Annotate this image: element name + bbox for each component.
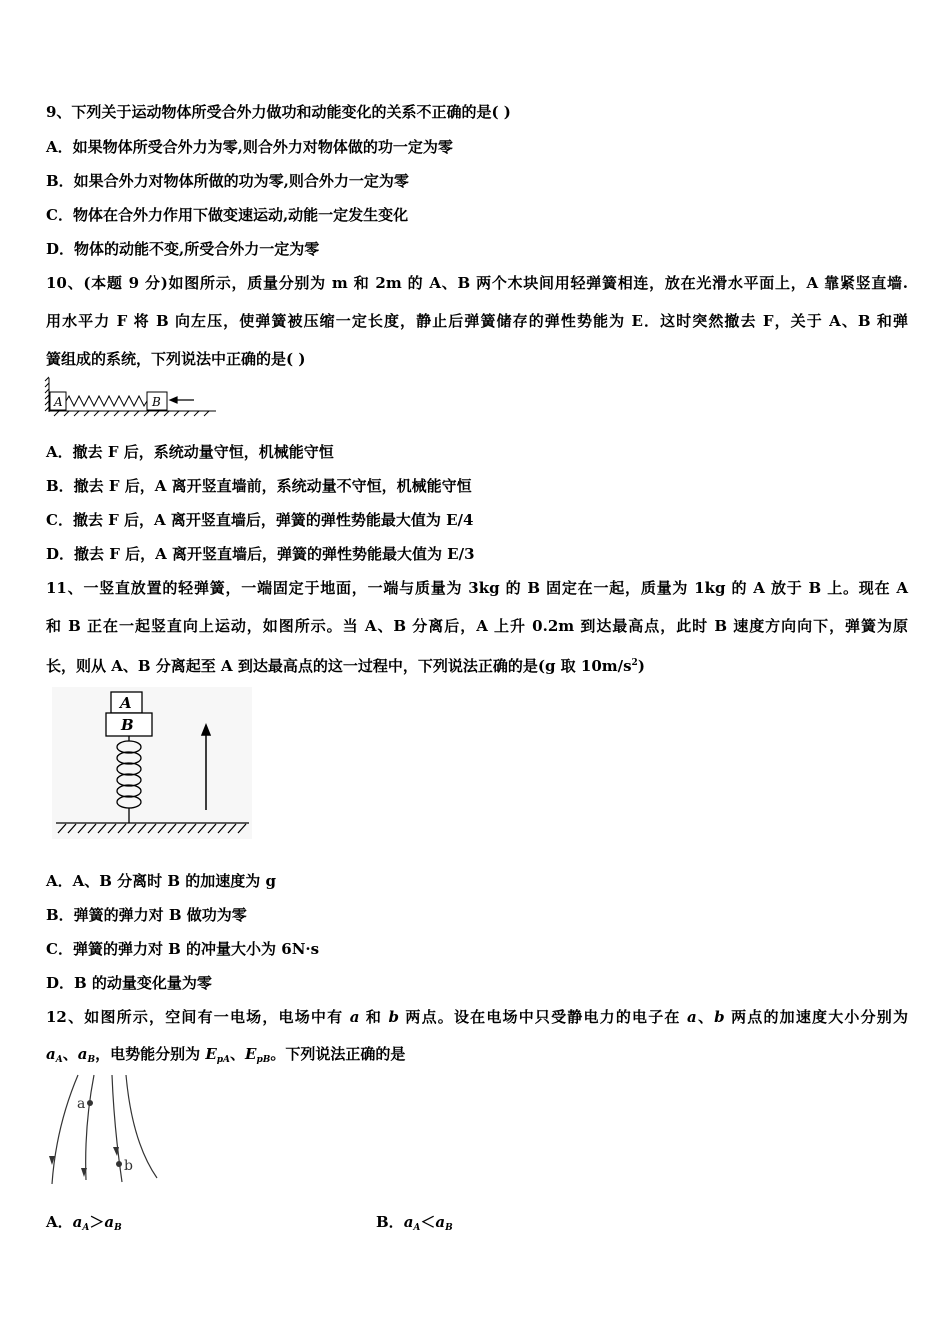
floor <box>49 411 216 416</box>
q11-stem-line-2: 和 B 正在一起竖直向上运动，如图所示。当 A、B 分离后，A 上升 0.2m 到达最高点，此时 B 速度方向向下，弹簧为原 <box>46 617 908 635</box>
q11-stem-line-3 <box>46 653 645 676</box>
q11-stem-exponent: 2 <box>631 658 638 668</box>
block-b-label: B <box>152 395 161 409</box>
q12-energy-a-sub: pA <box>216 1055 231 1065</box>
q12-option-b-rhs: a <box>435 1213 446 1231</box>
force-arrow <box>170 397 194 403</box>
q10-option-c: C．撤去 F 后，A 离开竖直墙后，弹簧的弹性势能最大值为 E/4 <box>46 511 474 529</box>
q12-option-a-rhs: a <box>104 1213 115 1231</box>
q12-option-b <box>376 1212 453 1238</box>
point-a-dot <box>87 1100 93 1106</box>
q9-stem: 9、下列关于运动物体所受合外力做功和动能变化的关系不正确的是( ) <box>46 103 511 121</box>
q11-option-c: C．弹簧的弹力对 B 的冲量大小为 6N·s <box>46 940 320 958</box>
q12-stem-seg-1: 12、如图所示，空间有一电场，电场中有 <box>46 1008 350 1026</box>
q12-option-b-prefix: B． <box>376 1213 404 1231</box>
q11-stem-text: 长，则从 A、B 分离起至 A 到达最高点的这一过程中，下列说法正确的是(g 取 10m/s <box>46 657 632 675</box>
q12-accel-b: a <box>77 1045 88 1063</box>
point-a-label: a <box>77 1096 86 1112</box>
q10-option-d: D．撤去 F 后，A 离开竖直墙后，弹簧的弹性势能最大值为 E/3 <box>46 545 475 563</box>
q12-option-a-lhs-sub: A <box>82 1223 90 1233</box>
q10-spring-block-figure <box>44 376 219 418</box>
q12-accel-a: a <box>46 1045 56 1063</box>
q9-option-c: C．物体在合外力作用下做变速运动,动能一定发生变化 <box>46 206 409 224</box>
block-a-label: A <box>120 694 132 712</box>
q12-option-a-lhs: a <box>72 1213 83 1231</box>
q10-option-a: A．撤去 F 后，系统动量守恒，机械能守恒 <box>46 443 334 461</box>
q12-option-a-op: ＞ <box>89 1213 105 1231</box>
q12-stem-line-1 <box>46 1007 908 1027</box>
q12-stem-seg-4: 、 <box>696 1008 715 1026</box>
q12-stem-seg-5: 两点的加速度大小分别为 <box>724 1008 908 1026</box>
q12-accel-b-sub: B <box>87 1055 96 1065</box>
q12-option-b-lhs-sub: A <box>413 1223 421 1233</box>
q12-option-a <box>46 1212 122 1238</box>
block-b-label: B <box>121 716 134 734</box>
q11-vertical-spring-figure <box>44 685 254 843</box>
figure-background <box>52 687 252 839</box>
q12-energy-b-sub: pB <box>256 1055 271 1065</box>
q12-energy-b: E <box>245 1045 257 1063</box>
q12-option-a-rhs-sub: B <box>114 1223 122 1233</box>
q12-stem-mid: ，电势能分别为 <box>95 1045 206 1063</box>
q11-option-d: D．B 的动量变化量为零 <box>46 974 212 992</box>
point-b-label: b <box>124 1158 133 1174</box>
q12-var-a: a <box>349 1008 360 1026</box>
q10-stem-line-3: 簧组成的系统，下列说法中正确的是( ) <box>46 350 306 368</box>
point-b-dot <box>116 1161 122 1167</box>
q12-stem-end: 。下列说法正确的是 <box>270 1045 406 1063</box>
field-arrows <box>49 1147 119 1177</box>
q12-stem-seg-2: 和 <box>359 1008 389 1026</box>
q12-option-b-rhs-sub: B <box>445 1223 453 1233</box>
q12-var-a-2: a <box>687 1008 697 1026</box>
q10-option-b: B．撤去 F 后，A 离开竖直墙前，系统动量不守恒，机械能守恒 <box>46 477 472 495</box>
q12-option-b-lhs: a <box>403 1213 414 1231</box>
q12-var-b: b <box>388 1008 399 1026</box>
q9-option-d: D．物体的动能不变,所受合外力一定为零 <box>46 240 320 258</box>
q12-energy-a: E <box>205 1045 217 1063</box>
q12-electric-field-figure <box>44 1072 169 1188</box>
wall <box>45 377 49 412</box>
q11-option-a: A．A、B 分离时 B 的加速度为 g <box>46 872 277 890</box>
q12-sep-1: 、 <box>62 1045 78 1063</box>
q10-stem-line-2: 用水平力 F 将 B 向左压，使弹簧被压缩一定长度，静止后弹簧储存的弹性势能为 E．这时突然撤去 F，关于 A、B 和弹 <box>46 312 908 330</box>
q11-stem-line-1: 11、一竖直放置的轻弹簧，一端固定于地面，一端与质量为 3kg 的 B 固定在一起，质量为 1kg 的 A 放于 B 上。现在 A <box>46 579 908 597</box>
field-lines <box>52 1075 157 1184</box>
q9-option-a: A．如果物体所受合外力为零,则合外力对物体做的功一定为零 <box>46 138 453 156</box>
block-a-label: A <box>54 395 63 409</box>
spring <box>66 396 147 406</box>
q12-stem-seg-3: 两点。设在电场中只受静电力的电子在 <box>398 1008 688 1026</box>
q11-stem-close: ) <box>637 657 645 675</box>
q12-var-b-2: b <box>714 1008 725 1026</box>
q12-sep-2: 、 <box>230 1045 246 1063</box>
q10-stem-line-1: 10、(本题 9 分)如图所示，质量分别为 m 和 2m 的 A、B 两个木块间用轻弹簧相连，放在光滑水平面上，A 靠紧竖直墙. <box>46 274 908 292</box>
q12-option-a-prefix: A． <box>46 1213 73 1231</box>
q12-accel-a-sub: A <box>55 1055 63 1065</box>
q11-option-b: B．弹簧的弹力对 B 做功为零 <box>46 906 247 924</box>
q12-option-b-op: ＜ <box>420 1213 436 1231</box>
q12-stem-line-2 <box>46 1044 405 1070</box>
q9-option-b: B．如果合外力对物体所做的功为零,则合外力一定为零 <box>46 172 409 190</box>
